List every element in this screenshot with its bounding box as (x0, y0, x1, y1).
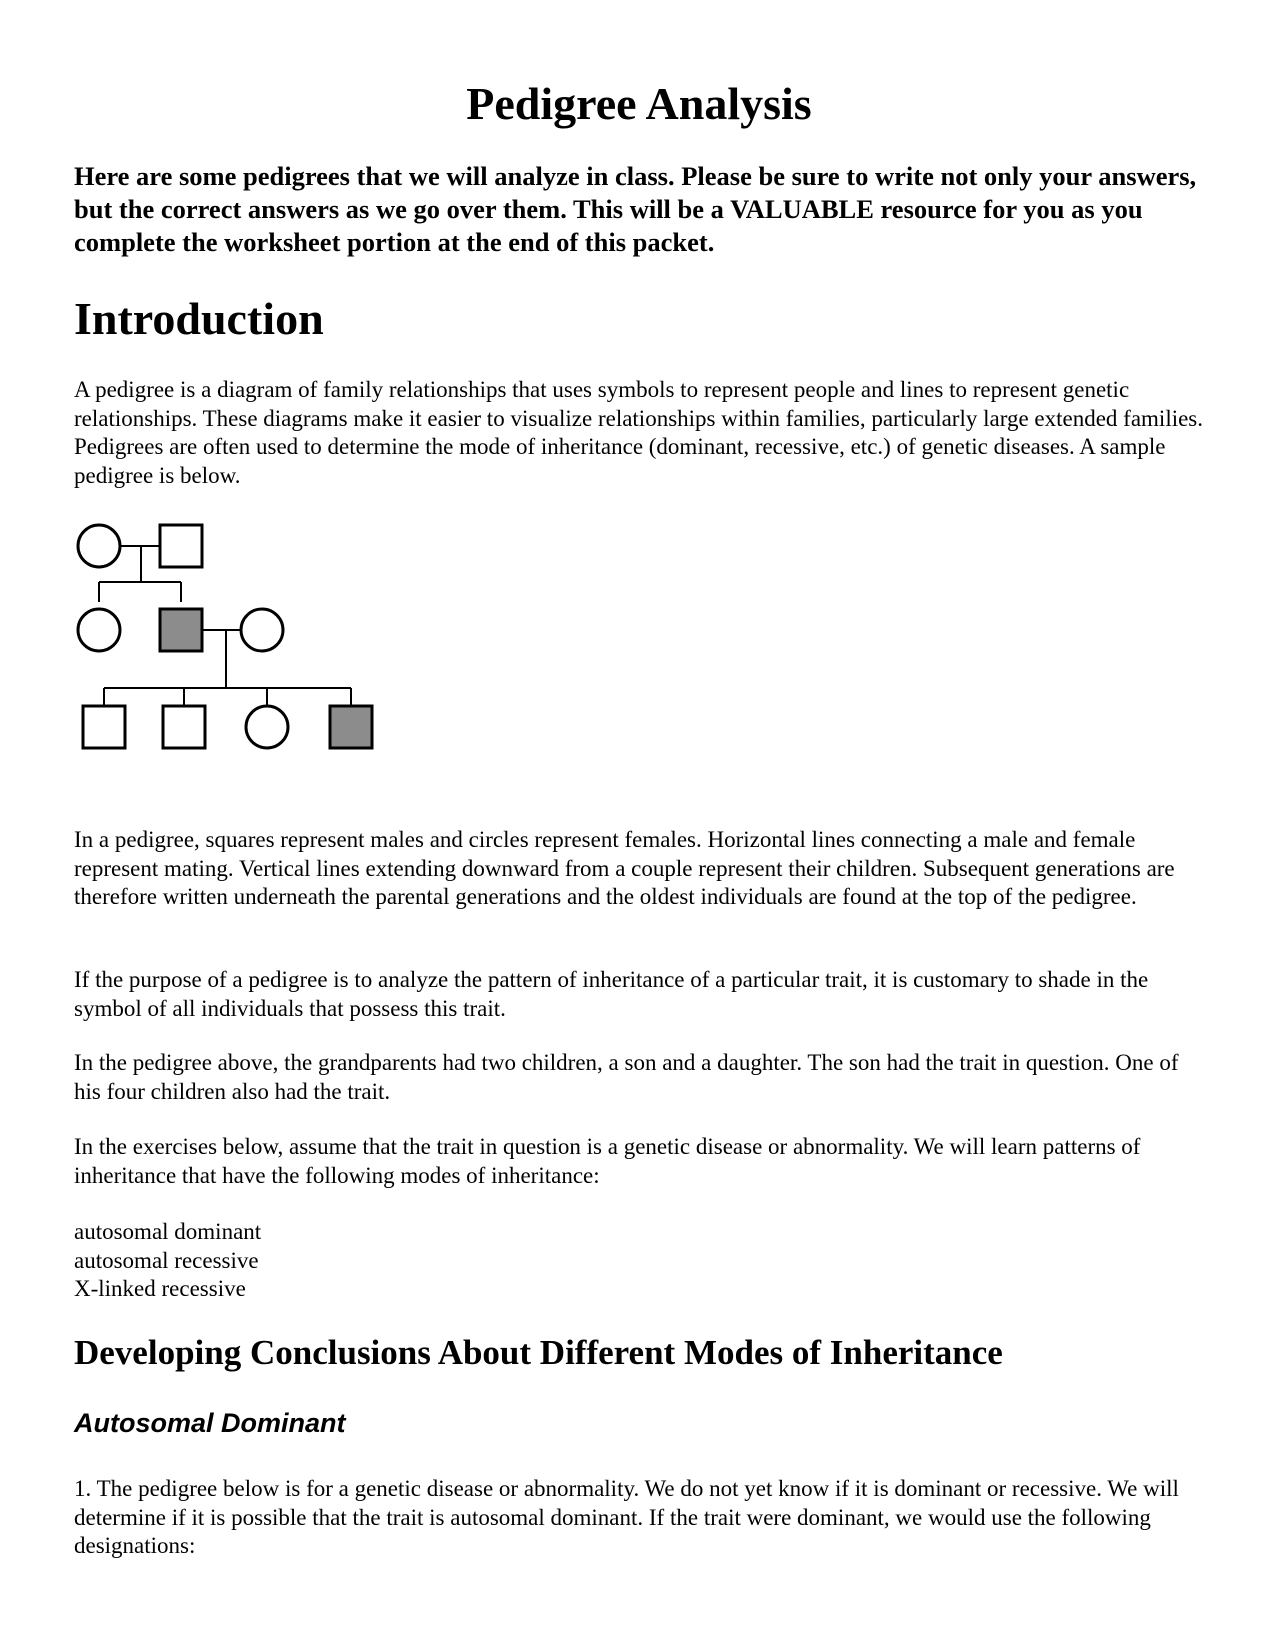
subsection-heading: Autosomal Dominant (74, 1408, 346, 1438)
paragraph-question-1: 1. The pedigree below is for a genetic disease or abnormality. We do not yet know if it is dominant or recessive. We will determine if it is possible that the trait is autosomal dominant. If the trait were dominant, we would use the following designations: (74, 1476, 1179, 1559)
sample-pedigree-diagram (74, 515, 404, 785)
paragraph-pedigree-definition: A pedigree is a diagram of family relationships that uses symbols to represent people and lines to represent genetic relationships. These diagrams make it easier to visualize relationships within families, particularly large extended families. Pedigrees are often used to determine the mode of inheritance (dominant, recessive, etc.) of genetic diseases. A sample pedigree is below. (74, 377, 1204, 488)
affected-male-symbol (330, 706, 372, 748)
paragraph-exercises: In the exercises below, assume that the trait in question is a genetic disease or abnormality. We will learn patterns of inheritance that have the following modes of inheritance: (74, 1134, 1141, 1188)
male-symbol (163, 706, 205, 748)
paragraph-shading: If the purpose of a pedigree is to analyze the pattern of inheritance of a particular trait, it is customary to shade in the symbol of all individuals that possess this trait. (74, 967, 1149, 1021)
male-symbol (160, 525, 202, 567)
male-symbol (83, 706, 125, 748)
affected-male-symbol (160, 609, 202, 651)
paragraph-symbol-meaning: In a pedigree, squares represent males and circles represent females. Horizontal lines connecting a male and female represent mating. Vertical lines extending downward from a couple represent their children. Subsequent generations are therefore written underneath the parental generations and the oldest individuals are found at the top of the pedigree. (74, 827, 1175, 910)
intro-instructions: Here are some pedigrees that we will analyze in class. Please be sure to write not only your answers, but the correct answers as we go over them. This will be a VALUABLE resource for you as you complete the worksheet portion at the end of this packet. (74, 161, 1197, 257)
section-heading: Developing Conclusions About Different Modes of Inheritance (74, 1333, 1003, 1372)
paragraph-sample-explanation: In the pedigree above, the grandparents had two children, a son and a daughter. The son had the trait in question. One of his four children also had the trait. (74, 1050, 1179, 1104)
female-symbol (78, 525, 120, 567)
female-symbol (78, 609, 120, 651)
page-title: Pedigree Analysis (466, 78, 812, 129)
pedigree-lines (99, 546, 351, 706)
mode-item: autosomal recessive (74, 1247, 259, 1273)
modes-list (74, 1218, 261, 1304)
mode-item: X-linked recessive (74, 1276, 246, 1302)
female-symbol (246, 706, 288, 748)
female-symbol (241, 609, 283, 651)
introduction-heading: Introduction (74, 293, 324, 344)
mode-item: autosomal dominant (74, 1219, 262, 1244)
